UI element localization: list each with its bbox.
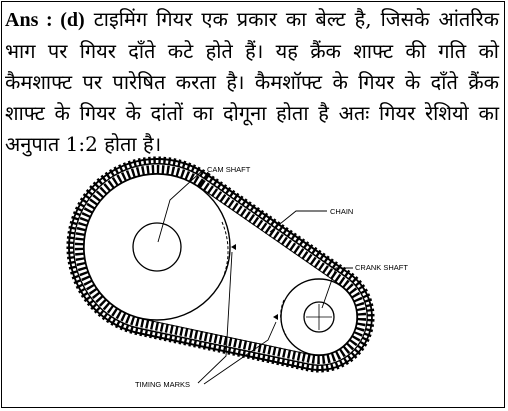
- answer-body: टाइमिंग गियर एक प्रकार का बेल्ट है, जिसके आंतरिक भाग पर गियर दाँते कटे होते हैं। यह क्रैंक शाफ्ट की गति को कैमशाफ्ट पर पारेषित करता है। कैमशॉफ्ट के गियर के दाँते क्रैंक शाफ्ट के गियर के दांतों का दोगूना होता है अतः गियर रेशियो का अनुपात 1:2 होता है।: [5, 7, 500, 156]
- timing-gear-diagram: [0, 148, 508, 411]
- answer-prefix: Ans : (d): [5, 9, 85, 31]
- chain-label: CHAIN: [330, 207, 354, 216]
- cam-gear: [84, 174, 230, 320]
- cam-shaft-label: CAM SHAFT: [207, 165, 251, 174]
- crank-gear: [281, 279, 357, 355]
- timing-marks-label: TIMING MARKS: [135, 380, 191, 389]
- crank-shaft-label: CRANK SHAFT: [355, 263, 408, 272]
- answer-text-block: [5, 4, 499, 160]
